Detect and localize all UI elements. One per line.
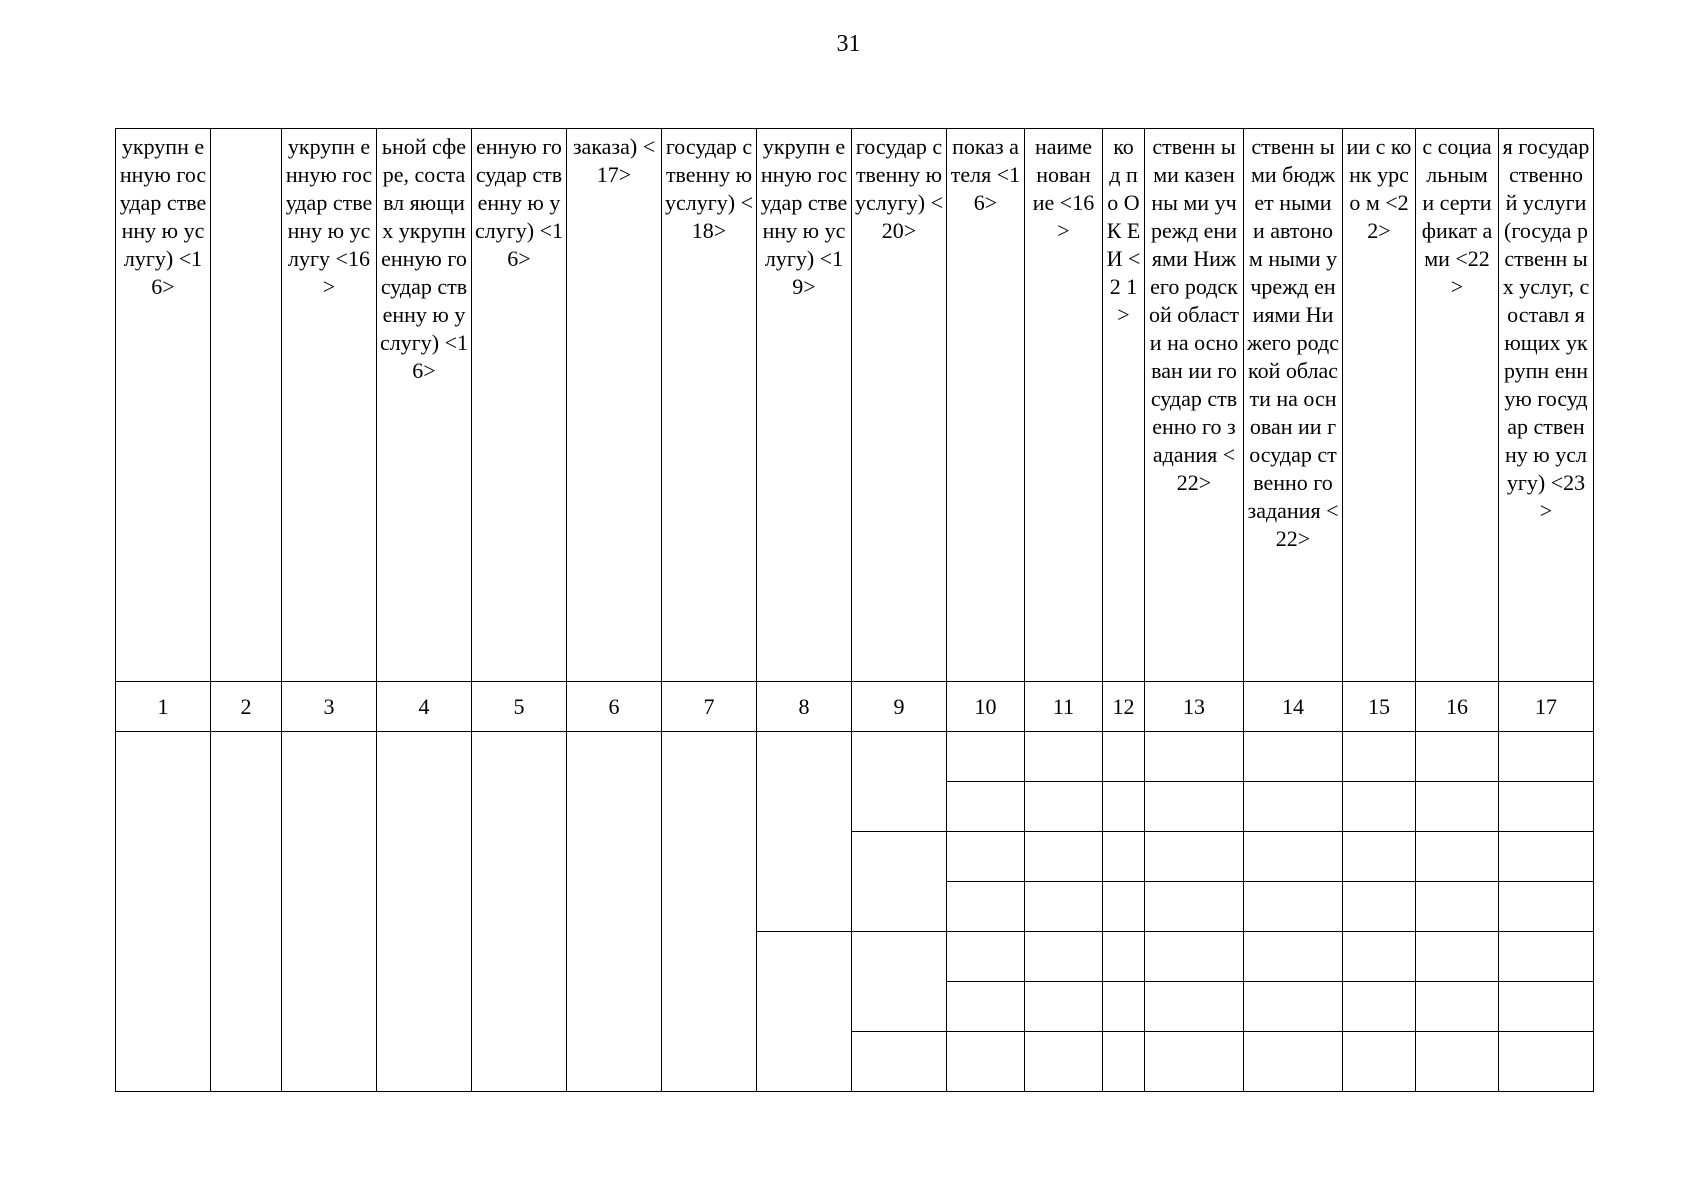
empty-cell [852,732,947,832]
column-number: 13 [1145,682,1244,732]
header-cell: ко д по О К Е И <2 1> [1103,129,1145,682]
empty-cell [1025,782,1103,832]
header-cell: заказа) <17> [567,129,662,682]
header-cell: государ ственну ю услугу) <20> [852,129,947,682]
empty-cell [1244,982,1343,1032]
column-number: 7 [662,682,757,732]
column-number: 14 [1244,682,1343,732]
empty-cell [282,732,377,1092]
empty-cell [947,932,1025,982]
empty-cell [947,882,1025,932]
empty-cell [1499,732,1594,782]
header-cell: енную государ ственну ю услугу) <16> [472,129,567,682]
empty-cell [1416,1032,1499,1092]
header-cell: ии с конк урсо м <22> [1343,129,1416,682]
empty-cell [1499,782,1594,832]
column-number: 3 [282,682,377,732]
empty-cell [1416,832,1499,882]
empty-cell [1145,782,1244,832]
empty-cell [377,732,472,1092]
column-number: 11 [1025,682,1103,732]
header-cell [211,129,282,682]
empty-cell [1499,1032,1594,1092]
empty-cell [1103,1032,1145,1092]
empty-cell [1416,732,1499,782]
empty-cell [1244,882,1343,932]
column-number: 16 [1416,682,1499,732]
header-cell: укрупн енную государ ственну ю услугу <16> [282,129,377,682]
empty-cell [1025,932,1103,982]
empty-cell [947,982,1025,1032]
header-cell: ственн ыми бюджет ными и автоном ными учрежд ениями Нижего родской области на основан ии государ ственно го задания <22> [1244,129,1343,682]
empty-cell [1499,832,1594,882]
empty-cell [757,732,852,932]
empty-cell [1025,832,1103,882]
header-cell: показ ателя <16> [947,129,1025,682]
header-cell: ьной сфере, составл яющих укрупн енную государ ственну ю услугу) <16> [377,129,472,682]
empty-cell [1416,782,1499,832]
column-number: 1 [116,682,211,732]
empty-cell [1244,1032,1343,1092]
column-number: 9 [852,682,947,732]
empty-cell [1103,882,1145,932]
column-number: 12 [1103,682,1145,732]
empty-cell [1244,932,1343,982]
empty-cell [1103,732,1145,782]
empty-cell [1416,932,1499,982]
empty-cell [1025,1032,1103,1092]
column-number: 5 [472,682,567,732]
empty-cell [1343,732,1416,782]
header-cell: ственн ыми казенны ми учрежд ениями Нижего родской области на основан ии государ ственно го задания <22> [1145,129,1244,682]
empty-cell [1145,732,1244,782]
empty-cell [1145,982,1244,1032]
column-number: 2 [211,682,282,732]
empty-cell [1145,832,1244,882]
empty-cell [1416,882,1499,932]
empty-cell [1025,882,1103,932]
empty-cell [852,832,947,932]
table-row [116,732,1594,782]
empty-cell [1244,732,1343,782]
page-number: 31 [836,31,861,57]
column-number-row [116,682,1594,732]
empty-cell [1145,882,1244,932]
header-cell: я государ ственно й услуги (госуда рственн ых услуг, составл яющих укрупн енную государ ственну ю услугу) <23> [1499,129,1594,682]
header-cell: с социа льным и серти фикат ами <22> [1416,129,1499,682]
empty-cell [1343,782,1416,832]
header-row [116,129,1594,682]
empty-cell [1025,732,1103,782]
empty-cell [1244,782,1343,832]
empty-cell [1499,932,1594,982]
empty-cell [1343,882,1416,932]
empty-cell [852,1032,947,1092]
column-number: 8 [757,682,852,732]
empty-cell [1145,932,1244,982]
header-cell: укрупн енную государ ственну ю услугу) <16> [116,129,211,682]
empty-cell [1103,782,1145,832]
empty-cell [1025,982,1103,1032]
column-number: 4 [377,682,472,732]
header-cell: укрупн енную государ ственну ю услугу) <19> [757,129,852,682]
empty-cell [757,932,852,1092]
empty-cell [211,732,282,1092]
empty-cell [1103,982,1145,1032]
empty-cell [1343,1032,1416,1092]
empty-cell [947,782,1025,832]
empty-cell [852,932,947,1032]
empty-cell [947,1032,1025,1092]
empty-cell [472,732,567,1092]
column-number: 15 [1343,682,1416,732]
empty-cell [567,732,662,1092]
service-indicators-table [115,128,1594,1092]
empty-cell [116,732,211,1092]
empty-cell [1343,932,1416,982]
header-cell: наиме нован ие <16> [1025,129,1103,682]
column-number: 17 [1499,682,1594,732]
column-number: 10 [947,682,1025,732]
empty-cell [1103,832,1145,882]
empty-cell [662,732,757,1092]
header-cell: государ ственну ю услугу) <18> [662,129,757,682]
empty-cell [947,732,1025,782]
empty-cell [1244,832,1343,882]
empty-cell [1499,982,1594,1032]
empty-cell [947,832,1025,882]
empty-cell [1416,982,1499,1032]
empty-cell [1499,882,1594,932]
empty-cell [1103,932,1145,982]
empty-cell [1343,832,1416,882]
column-number: 6 [567,682,662,732]
empty-cell [1343,982,1416,1032]
empty-cell [1145,1032,1244,1092]
